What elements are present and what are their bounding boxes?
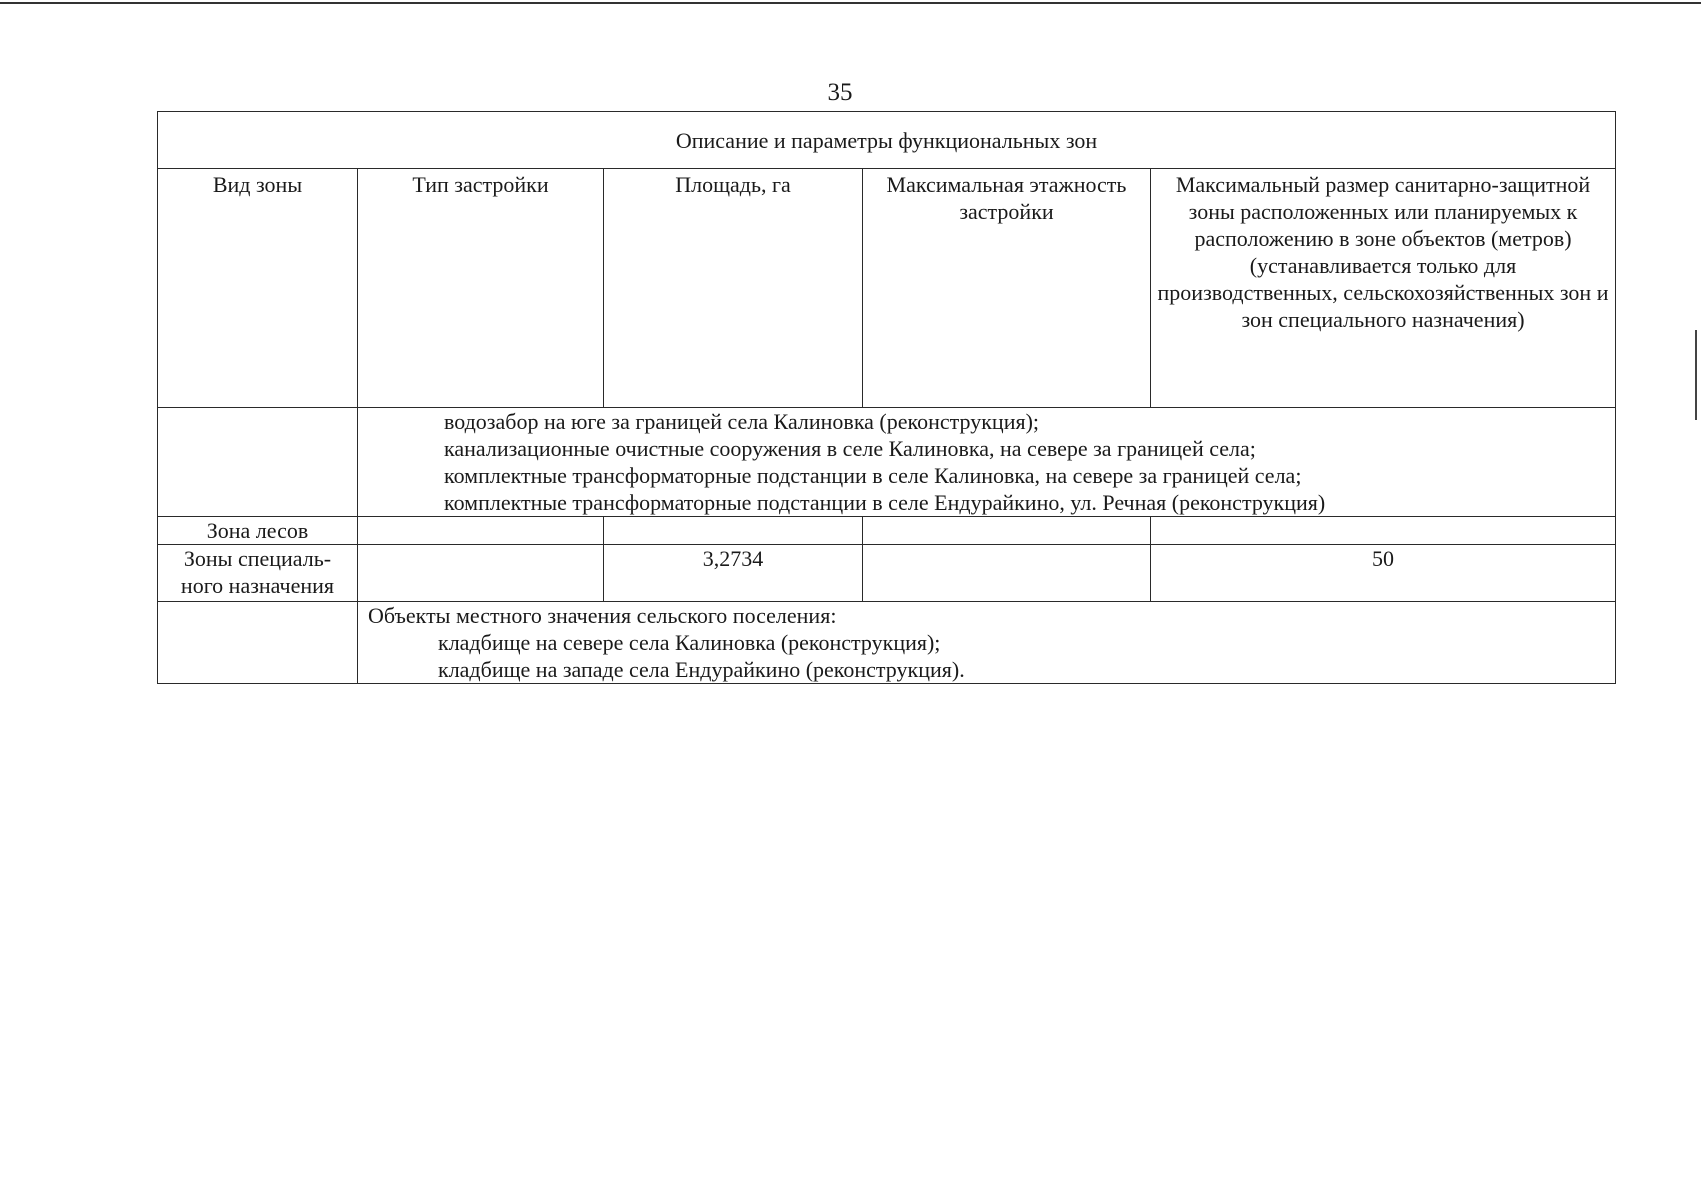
table-caption: Описание и параметры функциональных зон — [158, 112, 1616, 169]
empty-cell — [158, 602, 358, 684]
header-building-type: Тип застройки — [358, 169, 604, 408]
building-type-cell — [358, 517, 604, 545]
table-row — [158, 408, 1616, 517]
table-row — [158, 517, 1616, 545]
sanitary-zone-cell: 50 — [1151, 545, 1616, 602]
list-item: канализационные очистные сооружения в селе Калиновка, на севере за границей села; — [444, 436, 1256, 461]
functional-zones-table — [157, 111, 1616, 684]
table-header-row — [158, 169, 1616, 408]
table-row — [158, 545, 1616, 602]
header-zone-type: Вид зоны — [158, 169, 358, 408]
list-item: комплектные трансформаторные подстанции в селе Калиновка, на севере за границей села; — [444, 463, 1302, 488]
zone-name-cell: Зоны специаль- ного назначения — [158, 545, 358, 602]
objects-cell — [358, 602, 1616, 684]
scan-edge-mark — [1695, 330, 1697, 420]
header-sanitary-zone: Максимальный размер санитарно-защитной зоны расположенных или планируемых к расположению в зоне объектов (метров) (устанавливается только для производственных, сельскохозяйственных зон и зон специального назначения) — [1151, 169, 1616, 408]
continuation-cell — [358, 408, 1616, 517]
header-max-floors: Максимальная этажность застройки — [863, 169, 1151, 408]
area-cell — [604, 517, 863, 545]
objects-heading: Объекты местного значения сельского поселения: — [368, 603, 837, 628]
max-floors-cell — [863, 517, 1151, 545]
sanitary-zone-cell — [1151, 517, 1616, 545]
max-floors-cell — [863, 545, 1151, 602]
table-caption-row — [158, 112, 1616, 169]
header-area: Площадь, га — [604, 169, 863, 408]
area-cell: 3,2734 — [604, 545, 863, 602]
table-row — [158, 602, 1616, 684]
list-item: кладбище на западе села Ендурайкино (реконструкция). — [438, 657, 965, 682]
list-item: комплектные трансформаторные подстанции в селе Ендурайкино, ул. Речная (реконструкция) — [444, 490, 1326, 515]
scan-edge-line — [0, 2, 1701, 4]
page-number: 35 — [827, 79, 853, 106]
empty-cell — [158, 408, 358, 517]
building-type-cell — [358, 545, 604, 602]
list-item: водозабор на юге за границей села Калиновка (реконструкция); — [444, 409, 1040, 434]
list-item: кладбище на севере села Калиновка (реконструкция); — [438, 630, 941, 655]
zone-name-cell: Зона лесов — [158, 517, 358, 545]
